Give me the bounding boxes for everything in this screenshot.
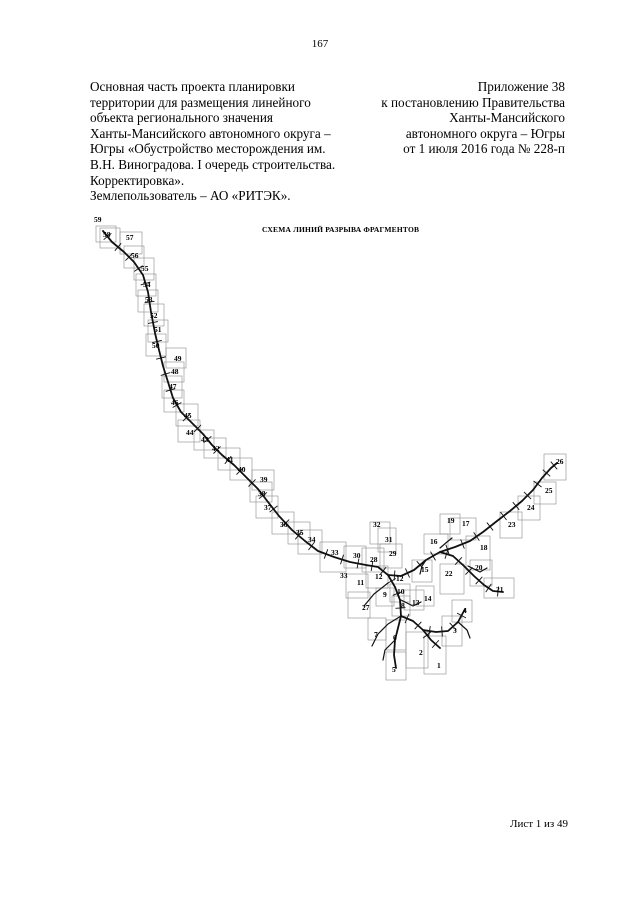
land-user-line: Землепользователь – АО «РИТЭК».: [90, 188, 291, 204]
spur-line: [440, 538, 452, 548]
south-branch-line: [394, 616, 401, 668]
project-title-line: территории для размещения линейного: [90, 94, 311, 110]
fragment-label: 31: [385, 535, 393, 544]
fragment-label: 2: [419, 648, 423, 657]
spur-line: [458, 622, 470, 638]
fragment-label: 6: [393, 633, 397, 642]
appendix-line: Приложение 38: [477, 79, 565, 94]
fragment-label: 20: [475, 563, 483, 572]
fragment-label: 22: [445, 569, 453, 578]
fragment-label: 13: [412, 598, 420, 607]
fragment-label: 51: [154, 325, 162, 334]
fragment-label: 59: [94, 215, 102, 224]
fragment-label: 52: [150, 311, 158, 320]
fragment-label: 15: [421, 565, 429, 574]
project-title-line: В.Н. Виноградова. I очередь строительства.: [90, 156, 336, 172]
fragment-label: 16: [430, 537, 438, 546]
northeast-branch-line: [388, 463, 557, 576]
fragment-label: 29: [389, 549, 397, 558]
fragment-label: 37: [264, 503, 272, 512]
fragment-label: 44: [186, 428, 194, 437]
fragment-label: 40: [238, 465, 246, 474]
project-title-line: Югры «Обустройство месторождения им.: [90, 141, 326, 157]
project-title-line: Основная часть проекта планировки: [90, 79, 295, 94]
fragment-label: 45: [184, 411, 192, 420]
fragment-label: 12: [375, 572, 383, 581]
appendix-line: Ханты-Мансийского: [449, 110, 565, 126]
fragment-label: 23: [508, 520, 516, 529]
fragment-label: 33: [331, 548, 339, 557]
fragment-label: 33: [340, 571, 348, 580]
fragment-label: 47: [169, 382, 177, 391]
south-branch-line: [423, 609, 465, 632]
fragment-label: 42: [212, 444, 220, 453]
fragment-label: 49: [174, 354, 182, 363]
project-title-line: объекта регионального значения: [90, 110, 273, 126]
break-line-tick: [474, 532, 480, 540]
appendix-line: от 1 июля 2016 года № 228-п: [403, 141, 565, 157]
project-title-line: Корректировка».: [90, 172, 185, 188]
fragment-label: 54: [143, 280, 151, 289]
fragment-label: 55: [141, 264, 149, 273]
fragment-label: 30: [353, 551, 361, 560]
fragment-label: 28: [370, 555, 378, 564]
project-title-line: Ханты-Мансийского автономного округа –: [90, 125, 331, 141]
fragment-label: 8: [401, 601, 405, 610]
fragment-label: 1: [437, 661, 441, 670]
fragment-label: 18: [480, 543, 488, 552]
fragment-label: 17: [462, 519, 470, 528]
appendix-line: автономного округа – Югры: [405, 125, 565, 141]
fragment-label: 10: [397, 587, 405, 596]
scheme-title: СХЕМА ЛИНИЙ РАЗРЫВА ФРАГМЕНТОВ: [262, 225, 420, 234]
fragment-label: 9: [383, 590, 387, 599]
fragment-label: 46: [171, 398, 179, 407]
fragment-label: 12: [396, 574, 404, 583]
fragment-label: 3: [453, 626, 457, 635]
fragment-label: 21: [496, 585, 504, 594]
fragment-label: 25: [545, 486, 553, 495]
fragment-label: 11: [357, 578, 365, 587]
appendix-line: к постановлению Правительства: [381, 94, 565, 110]
fragment-label: 4: [463, 606, 467, 615]
fragment-label: 48: [171, 367, 179, 376]
fragment-label: 43: [201, 435, 209, 444]
fragment-label: 39: [260, 475, 268, 484]
sheet-counter: Лист 1 из 49: [510, 818, 569, 830]
fragment-label: 56: [131, 251, 139, 260]
fragment-label: 35: [296, 528, 304, 537]
fragment-label: 36: [280, 520, 288, 529]
fragment-label: 27: [362, 603, 370, 612]
page-number: 167: [311, 38, 329, 50]
fragment-label: 58: [103, 230, 111, 239]
fragment-label: 14: [424, 594, 432, 603]
fragment-label: 24: [527, 503, 535, 512]
fragment-label: 57: [126, 233, 134, 242]
fragment-label: 19: [447, 516, 455, 525]
fragment-label: 26: [556, 457, 564, 466]
fragment-label: 41: [226, 455, 234, 464]
fragment-label: 34: [308, 535, 316, 544]
fragment-label: 32: [373, 520, 381, 529]
fragment-label: 7: [374, 630, 378, 639]
fragment-label: 53: [145, 295, 153, 304]
break-line-tick: [486, 584, 492, 592]
fragment-label: 38: [258, 489, 266, 498]
fragment-label: 5: [392, 665, 396, 674]
fragment-label: 50: [152, 341, 160, 350]
